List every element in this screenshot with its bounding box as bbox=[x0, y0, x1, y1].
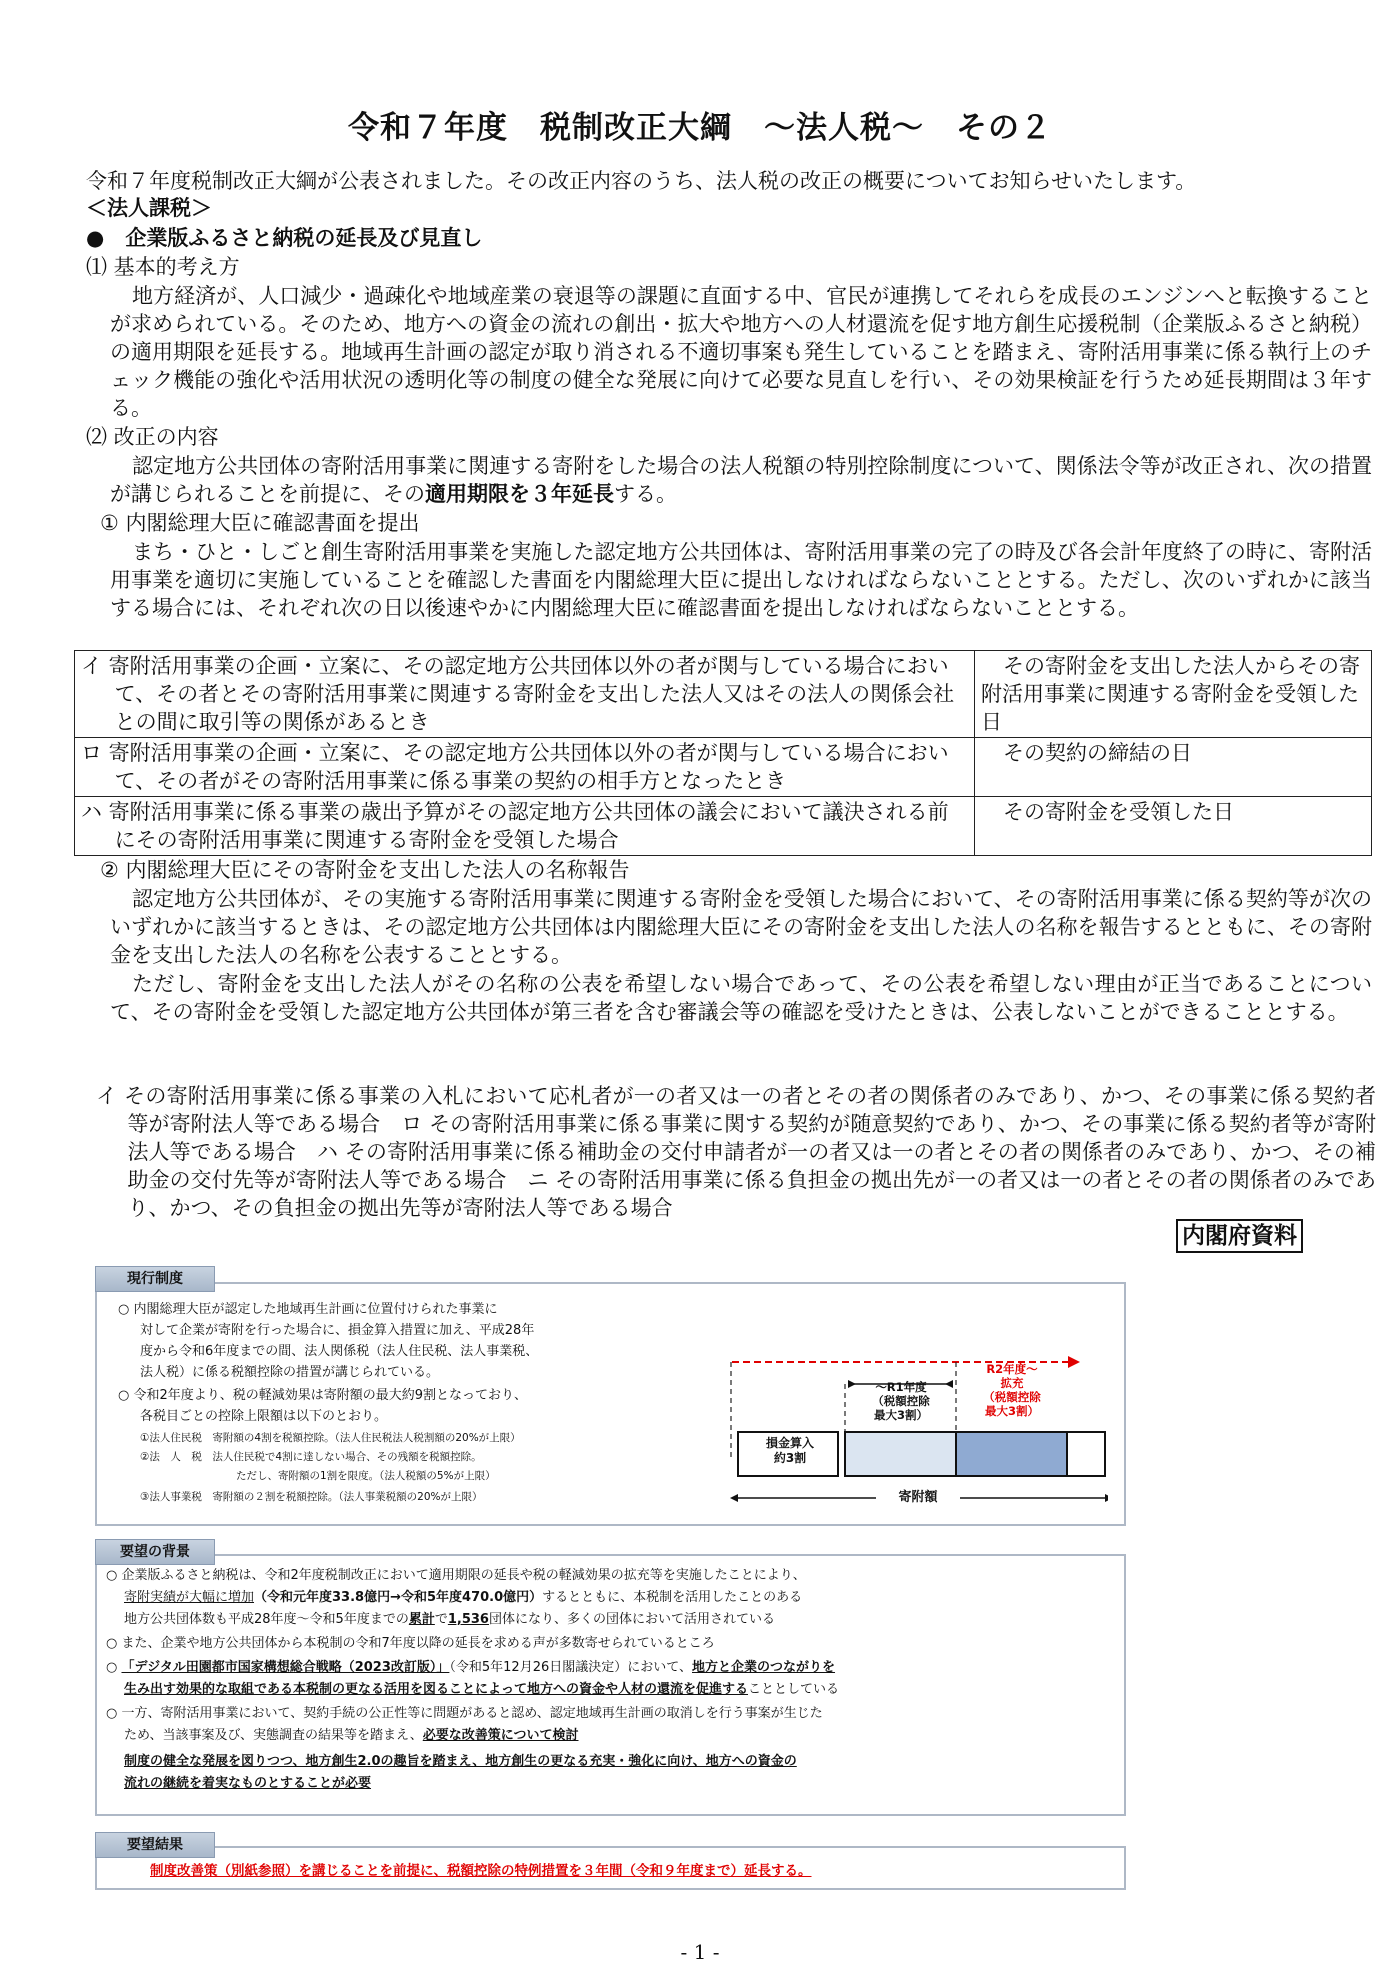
table-cell-text: ハ 寄附活用事業に係る事業の歳出予算がその認定地方公共団体の議会において議決される前にその寄附活用事業に関連する寄附金を受領した場合 bbox=[81, 800, 949, 852]
box2-bold: 1,536 bbox=[447, 1612, 489, 1627]
item1-body: まち・ひと・しごと創生寄附活用事業を実施した認定地方公共団体は、寄附活用事業の完了の時及び各会計年度終了の時に、寄附活用事業を適切に実施していることを確認した書面を内閣総理大臣に提出しなければならないこととする。ただし、次のいずれかに該当する場合には、それぞれ次の日以後速やかに内閣総理大臣に確認書面を提出しなければならないこととする。 bbox=[110, 540, 1372, 620]
table-cell-date bbox=[975, 797, 1372, 856]
table-cell-date bbox=[975, 738, 1372, 797]
box2-line: ○ 一方、寄附活用事業において、契約手続の公正性等に問題があると認め、認定地域再生計画の取消しを行う事案が生じた bbox=[106, 1706, 823, 1721]
section-heading: ＜法人課税＞ bbox=[86, 196, 212, 220]
sub1-body: 地方経済が、人口減少・過疎化や地域産業の衰退等の課題に直面する中、官民が連携してそれらを成長のエンジンへと転換することが求められている。そのため、地方への資金の流れの創出・拡大や地方への人材還流を促す地方創生応援税制（企業版ふるさと納税）の適用期限を延長する。地域再生計画の認定が取り消される不適切事案も発生していることを踏まえ、寄附活用事業に係る執行上のチェック機能の強化や活用状況の透明化等の制度の健全な発展に向けて必要な見直しを行い、その効果検証を行うため延長期間は３年する。 bbox=[110, 284, 1372, 420]
box2-bold: （令和元年度33.8億円→令和5年度470.0億円） bbox=[254, 1590, 543, 1605]
r2-label: R2年度～ 拡充 （税額控除 最大3割） bbox=[983, 1362, 1041, 1418]
sub2-body-text: 認定地方公共団体の寄附活用事業に関連する寄附をした場合の法人税額の特別控除制度について、関係法令等が改正され、次の措置が講じられることを前提に、その bbox=[110, 454, 1372, 506]
box2-text: 団体になり、多くの団体において活用されている bbox=[488, 1612, 775, 1627]
item1-title: ① 内閣総理大臣に確認書面を提出 bbox=[100, 511, 420, 535]
box2-underlined: 寄附実績が大幅に増加 bbox=[124, 1590, 255, 1605]
box1-line: ○ 令和2年度より、税の軽減効果は寄附額の最大約9割となっており、 bbox=[118, 1388, 528, 1403]
box2-bold: 「デジタル田園都市国家構想総合戦略（2023改訂版）」 bbox=[121, 1660, 450, 1675]
item2-title: ② 内閣総理大臣にその寄附金を支出した法人の名称報告 bbox=[100, 858, 630, 882]
item2-body1: 認定地方公共団体が、その実施する寄附活用事業に関連する寄附金を受領した場合において、その寄附活用事業に係る契約等が次のいずれかに該当するときは、その認定地方公共団体は内閣総理大臣にその寄附金を支出した法人の名称を報告するとともに、その寄附金を支出した法人の名称を公表することとする。 bbox=[110, 887, 1372, 967]
box2-line bbox=[124, 1588, 802, 1607]
box2-line: ○ 企業版ふるさと納税は、令和2年度税制改正において適用期限の延長や税の軽減効果の拡充等を実施したことにより、 bbox=[106, 1568, 806, 1583]
box2-conclusion bbox=[124, 1752, 797, 1771]
page-number: - 1 - bbox=[680, 1940, 720, 1964]
box2-text: こととしている bbox=[748, 1682, 840, 1697]
box1-detail: ただし、寄附額の1割を限度。（法人税額の5%が上限） bbox=[236, 1470, 496, 1482]
table-cell-text: その契約の締結の日 bbox=[1003, 741, 1193, 765]
item2-list bbox=[96, 1082, 1376, 1222]
box2-line bbox=[124, 1610, 775, 1629]
background-label: 要望の背景 bbox=[95, 1539, 215, 1565]
box2-text: （令和5年12月26日閣議決定）において、 bbox=[449, 1660, 692, 1675]
deduction-label: 損金算入 約3割 bbox=[765, 1436, 814, 1465]
table-cell-text: その寄附金を支出した法人からその寄附活用事業に関連する寄附金を受領した日 bbox=[981, 654, 1361, 734]
box2-line bbox=[124, 1726, 579, 1745]
table-cell-text: ロ 寄附活用事業の企画・立案に、その認定地方公共団体以外の者が関与している場合において、その者がその寄附活用事業に係る事業の契約の相手方となったとき bbox=[81, 741, 949, 793]
table-cell-text: その寄附金を受領した日 bbox=[1003, 800, 1235, 824]
box2-bold: 必要な改善策について検討 bbox=[422, 1728, 579, 1743]
table-row bbox=[75, 797, 1372, 856]
topic-heading: ● 企業版ふるさと納税の延長及び見直し bbox=[86, 226, 483, 250]
table-cell-date bbox=[975, 651, 1372, 738]
table-row bbox=[75, 651, 1372, 738]
box2-bold: 生み出す効果的な取組である本税制の更なる活用を図ることによって地方への資金や人材の還流を促進する bbox=[124, 1682, 749, 1697]
submission-table bbox=[74, 650, 1372, 856]
box2-bold: 制度の健全な発展を図りつつ、地方創生2.0の趣旨を踏まえ、地方創生の更なる充実・強化に向け、地方への資金の bbox=[124, 1754, 797, 1769]
table-cell-condition bbox=[75, 738, 975, 797]
box1-line: 対して企業が寄附を行った場合に、損金算入措置に加え、平成28年 bbox=[140, 1323, 535, 1338]
donation-amount-label: 寄附額 bbox=[898, 1490, 938, 1505]
result-text: 制度改善策（別紙参照）を講じることを前提に、税額控除の特例措置を３年間（令和９年度まで）延長する。 bbox=[150, 1863, 812, 1879]
current-system-label: 現行制度 bbox=[95, 1266, 215, 1292]
box2-bold: 流れの継続を着実なものとすることが必要 bbox=[124, 1776, 372, 1791]
box2-text: するとともに、本税制を活用したことのある bbox=[542, 1590, 803, 1605]
item2-list-text: イ その寄附活用事業に係る事業の入札において応札者が一の者又は一の者とその者の関係者のみであり、かつ、その事業に係る契約者等が寄附法人等である場合 ロ その寄附活用事業に係る事業に関する契約が随意契約であり、かつ、その事業に係る契約者等が寄附法人等である場合 ハ その寄附活用事業に係る補助金の交付申請者が一の者又は一の者とその者の関係者のみであり、かつ、その補助金の交付先等が寄附法人等である場合 ニ その寄附活用事業に係る負担金の拠出先が一の者又は一の者とその者の関係者のみであり、かつ、その負担金の拠出先等が寄附法人等である場合 bbox=[96, 1084, 1376, 1220]
box2-text: ため、当該事案及び、実態調査の結果等を踏まえ、 bbox=[124, 1728, 423, 1743]
table-row bbox=[75, 738, 1372, 797]
box2-line bbox=[124, 1680, 839, 1699]
table-cell-text: イ 寄附活用事業の企画・立案に、その認定地方公共団体以外の者が関与している場合において、その者とその寄附活用事業に関連する寄附金を支出した法人又はその法人の関係会社との間に取引等の関係があるとき bbox=[81, 654, 955, 734]
sub2-body-tail: する。 bbox=[614, 482, 677, 506]
box1-line: 各税目ごとの控除上限額は以下のとおり。 bbox=[140, 1409, 388, 1424]
box1-line: ○ 内閣総理大臣が認定した地域再生計画に位置付けられた事業に bbox=[118, 1302, 498, 1317]
box2-conclusion bbox=[124, 1774, 371, 1793]
source-label: 内閣府資料 bbox=[1176, 1219, 1303, 1253]
box1-detail: ③法人事業税 寄附額の２割を税額控除。（法人事業税額の20%が上限） bbox=[140, 1491, 483, 1503]
sub1-title: ⑴ 基本的考え方 bbox=[86, 255, 240, 279]
box2-text: 地方公共団体数も平成28年度～令和5年度までの bbox=[124, 1612, 409, 1627]
page-title: 令和７年度 税制改正大綱 ～法人税～ その２ bbox=[348, 110, 1052, 146]
box1-line: 度から令和6年度までの間、法人関係税（法人住民税、法人事業税、 bbox=[140, 1344, 539, 1359]
result-label: 要望結果 bbox=[95, 1832, 215, 1858]
intro-text: 令和７年度税制改正大綱が公表されました。その改正内容のうち、法人税の改正の概要についてお知らせいたします。 bbox=[86, 169, 1197, 193]
box2-line bbox=[106, 1658, 835, 1677]
sub2-title: ⑵ 改正の内容 bbox=[86, 425, 219, 449]
box2-text: で bbox=[434, 1612, 448, 1627]
box2-bold: 地方と企業のつながりを bbox=[692, 1660, 836, 1675]
box1-line: 法人税）に係る税額控除の措置が講じられている。 bbox=[140, 1365, 440, 1380]
box2-line: ○ また、企業や地方公共団体から本税制の令和7年度以降の延長を求める声が多数寄せられているところ bbox=[106, 1636, 715, 1651]
box2-text: ○ bbox=[106, 1660, 122, 1675]
table-cell-condition bbox=[75, 797, 975, 856]
box1-detail: ①法人住民税 寄附額の4割を税額控除。（法人住民税法人税割額の20%が上限） bbox=[140, 1432, 521, 1444]
table-cell-condition bbox=[75, 651, 975, 738]
sub2-body bbox=[110, 452, 1372, 508]
r1-label: ～R1年度 （税額控除 最大3割） bbox=[872, 1380, 930, 1422]
box1-detail: ②法 人 税 法人住民税で4割に達しない場合、その残額を税額控除。 bbox=[140, 1451, 482, 1463]
item2-body2: ただし、寄附金を支出した法人がその名称の公表を希望しない場合であって、その公表を希望しない理由が正当であることについて、その寄附金を受領した認定地方公共団体が第三者を含む審議会等の確認を受けたときは、公表しないことができることとする。 bbox=[110, 972, 1372, 1024]
box2-bold: 累計 bbox=[408, 1612, 435, 1627]
sub2-body-highlight: 適用期限を３年延長 bbox=[425, 482, 614, 506]
